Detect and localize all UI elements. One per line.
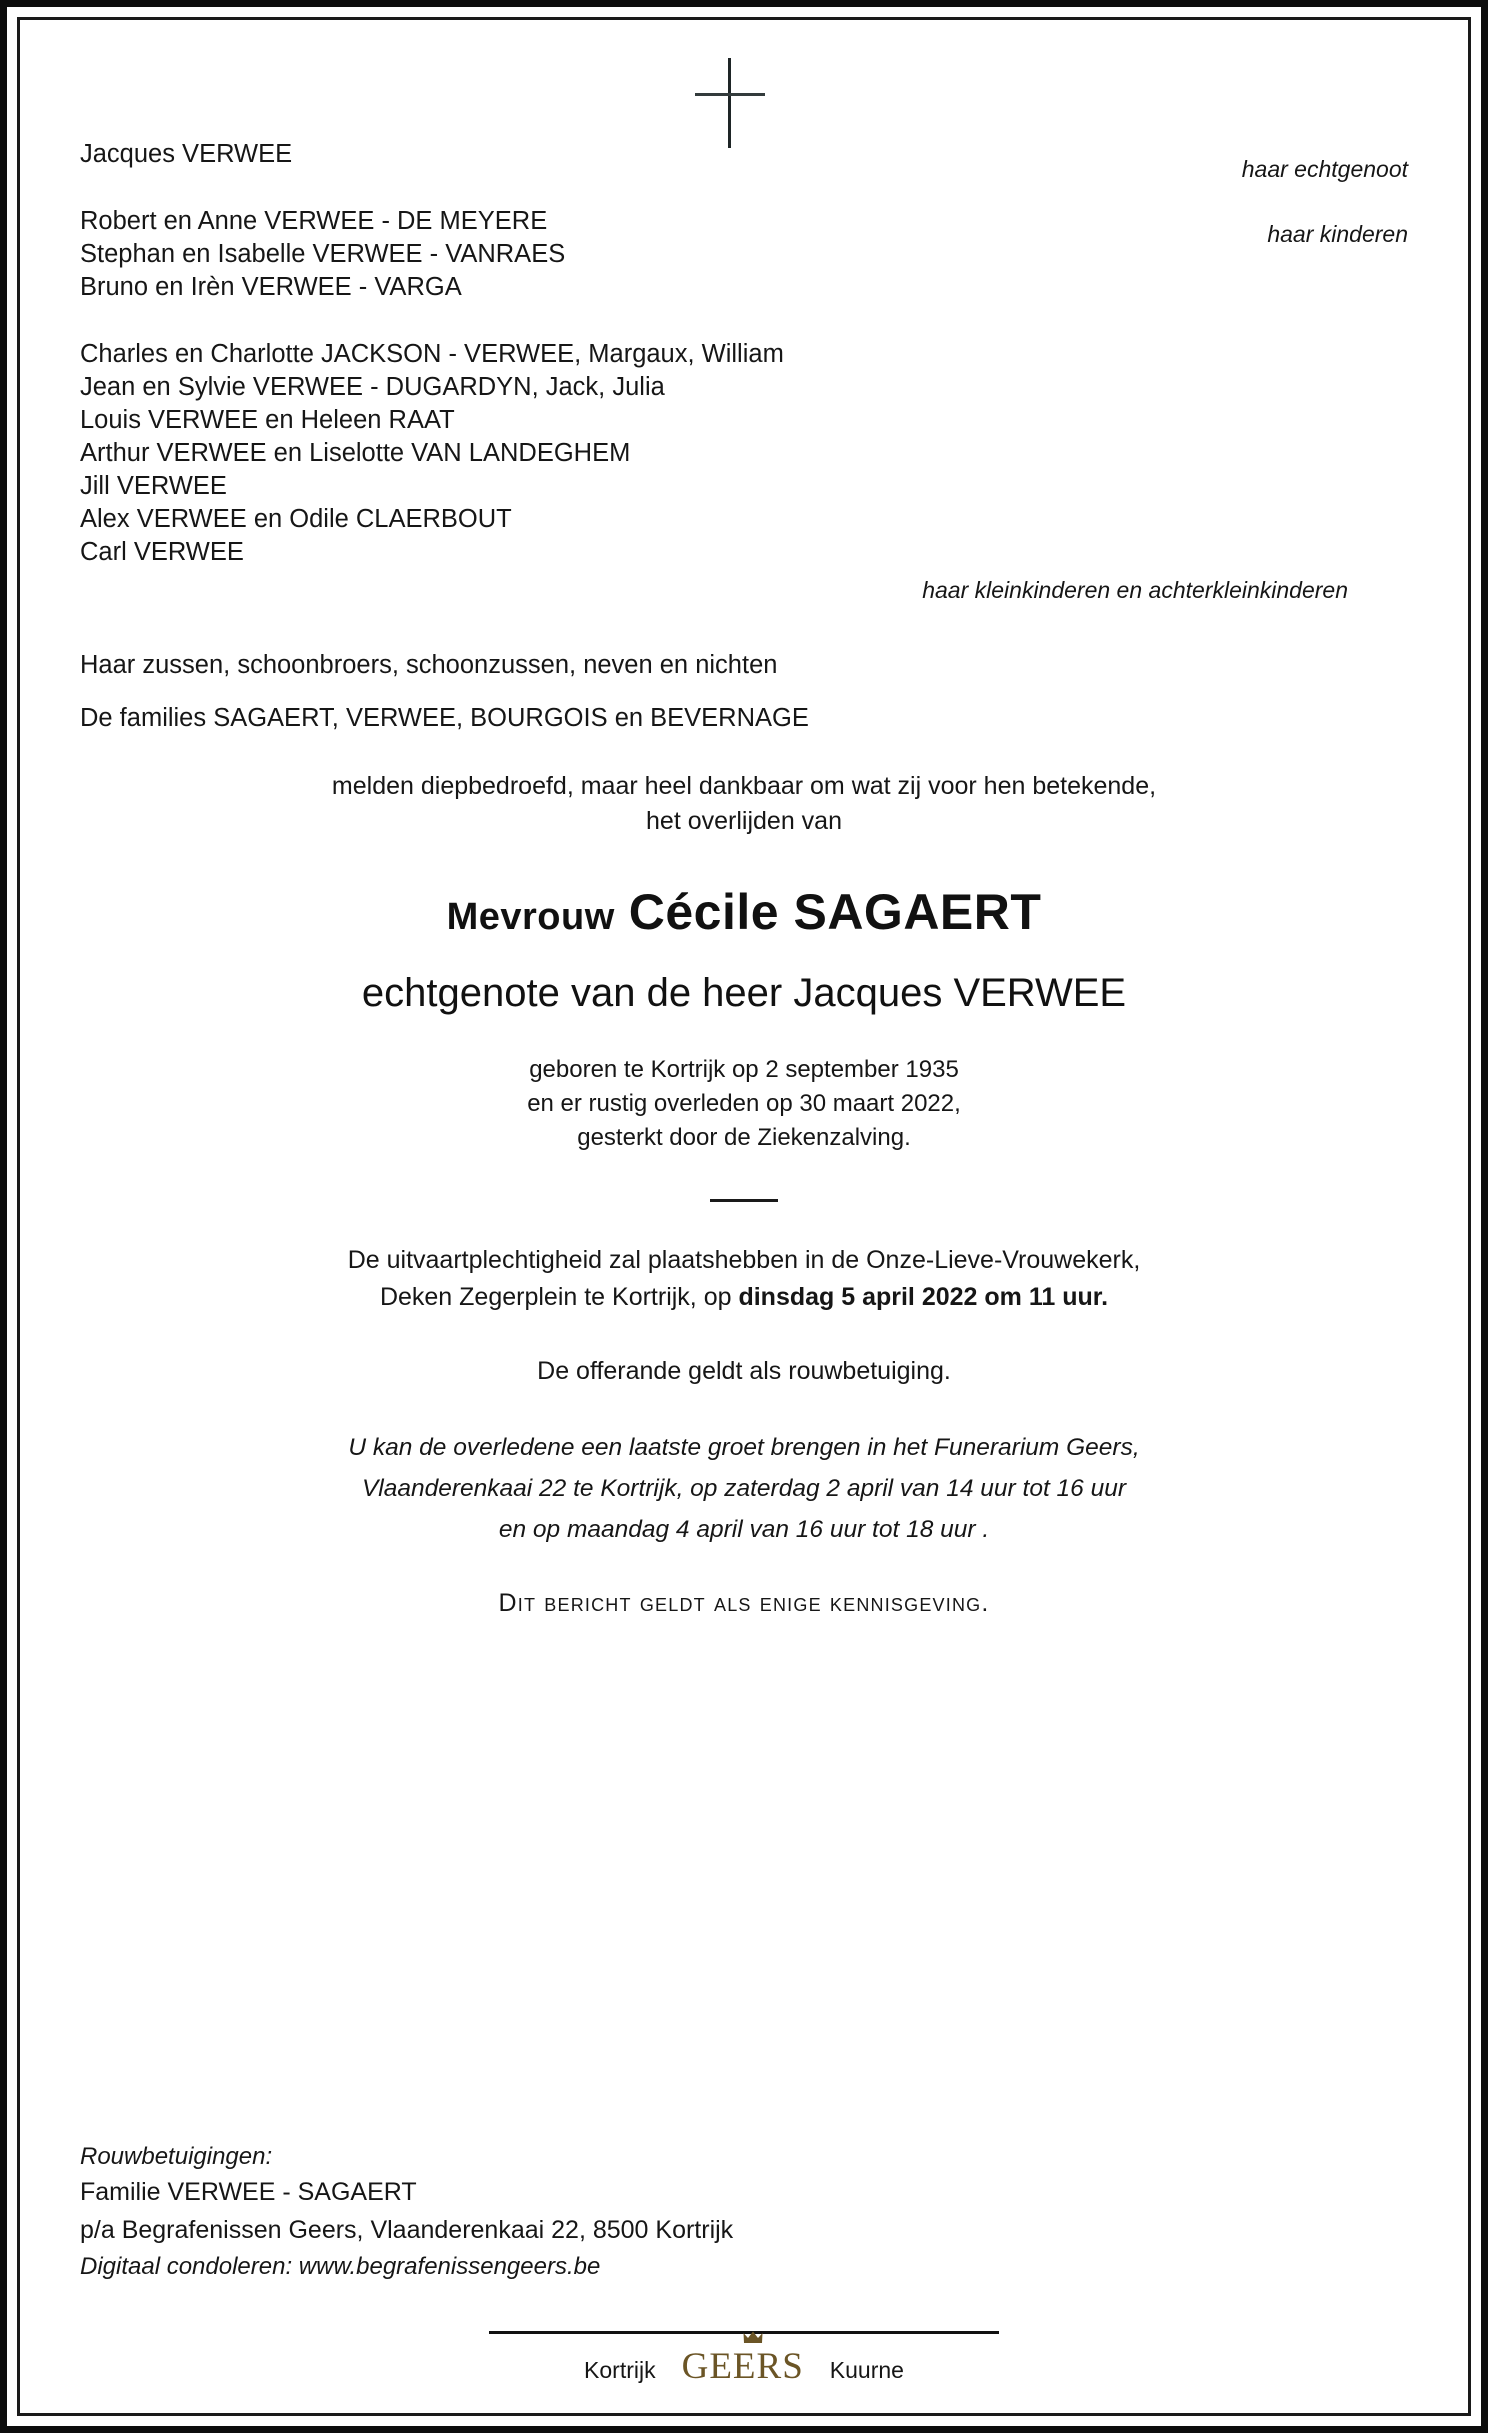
service-details [80, 1242, 1408, 1316]
single-notice-line: Dit bericht geldt als enige kennisgeving. [498, 1589, 990, 1617]
grandchild-line: Alex VERWEE en Odile CLAERBOUT [80, 505, 512, 533]
spacer [80, 171, 1408, 205]
geers-wordmark: GEERS [681, 2346, 804, 2387]
deceased-name-heading [80, 883, 1408, 941]
family-listing [80, 138, 1408, 1620]
footer-city-kortrijk: Kortrijk [584, 2357, 656, 2383]
grandchild-line: Jill VERWEE [80, 472, 227, 500]
footer [20, 2331, 1468, 2385]
life-details [80, 1053, 1408, 1155]
condolences-website: Digitaal condoleren: www.begrafenissengeers.be [80, 2253, 601, 2280]
grandchildren-row [80, 338, 1408, 569]
birth-line: geboren te Kortrijk op 2 september 1935 [529, 1056, 959, 1083]
service-datetime: dinsdag 5 april 2022 om 11 uur. [738, 1283, 1109, 1311]
grandchild-line: Carl VERWEE [80, 538, 244, 566]
grandchild-line: Charles en Charlotte JACKSON - VERWEE, Margaux, William [80, 340, 784, 368]
condolences-address: p/a Begrafenissen Geers, Vlaanderenkaai 22, 8500 Kortrijk [80, 2216, 734, 2244]
grandchild-line: Arthur VERWEE en Liselotte VAN LANDEGHEM [80, 439, 631, 467]
grandchild-line: Louis VERWEE en Heleen RAAT [80, 406, 455, 434]
child-line: Robert en Anne VERWEE - DE MEYERE [80, 207, 548, 235]
announcement-line-1: melden diepbedroefd, maar heel dankbaar om wat zij voor hen betekende, [331, 772, 1157, 800]
spouse-relation-label: haar echtgenoot [1241, 156, 1408, 182]
announcement-line-2: het overlijden van [646, 807, 842, 835]
spacer [80, 605, 1408, 649]
death-line: en er rustig overleden op 30 maart 2022, [527, 1090, 961, 1117]
offering-line: De offerande geldt als rouwbetuiging. [537, 1357, 951, 1385]
cross-vertical-bar [728, 58, 731, 148]
spacer [80, 304, 1408, 338]
service-line-2-prefix: Deken Zegerplein te Kortrijk, op [379, 1283, 739, 1311]
relatives-line: Haar zussen, schoonbroers, schoonzussen, neven en nichten [80, 651, 778, 679]
sacrament-line: gesterkt door de Ziekenzalving. [577, 1124, 911, 1151]
memorial-card-inner-border [17, 17, 1471, 2416]
footer-city-kuurne: Kuurne [829, 2357, 904, 2383]
service-line-2 [80, 1279, 1408, 1316]
grandchild-line: Jean en Sylvie VERWEE - DUGARDYN, Jack, Julia [80, 373, 665, 401]
announcement-text [80, 769, 1408, 839]
visiting-line-2: Vlaanderenkaai 22 te Kortrijk, op zaterdag 2 april van 14 uur tot 16 uur [361, 1475, 1127, 1502]
deceased-full-name: Cécile SAGAERT [628, 884, 1042, 940]
condolences-block [80, 2140, 1408, 2285]
condolences-title: Rouwbetuigingen: [80, 2143, 273, 2170]
spouse-name: Jacques VERWEE [80, 140, 293, 168]
footer-brand-row [584, 2348, 904, 2385]
memorial-content [20, 20, 1468, 2413]
geers-logo [682, 2348, 804, 2385]
spacer [80, 682, 1408, 702]
crown-icon [743, 2331, 763, 2344]
child-line: Stephan en Isabelle VERWEE - VANRAES [80, 240, 566, 268]
deceased-spouse-line: echtgenote van de heer Jacques VERWEE [361, 971, 1127, 1015]
families-line: De families SAGAERT, VERWEE, BOURGOIS en BEVERNAGE [80, 704, 809, 732]
visiting-hours [80, 1427, 1408, 1550]
children-row [80, 205, 1408, 304]
child-line: Bruno en Irèn VERWEE - VARGA [80, 273, 462, 301]
grandchildren-relation-row [80, 575, 1408, 605]
service-line-1: De uitvaartplechtigheid zal plaatshebben in de Onze-Lieve-Vrouwekerk, [347, 1246, 1141, 1274]
section-divider [710, 1199, 778, 1202]
children-relation-label: haar kinderen [1267, 221, 1408, 247]
condolences-family: Familie VERWEE - SAGAERT [80, 2178, 417, 2206]
deceased-title: Mevrouw [446, 896, 615, 938]
visiting-line-1: U kan de overledene een laatste groet brengen in het Funerarium Geers, [348, 1434, 1140, 1461]
spouse-row [80, 138, 1408, 182]
visiting-line-3: en op maandag 4 april van 16 uur tot 18 uur . [498, 1516, 990, 1543]
spacer [80, 735, 1408, 769]
cross-horizontal-bar [695, 93, 765, 96]
grandchildren-relation-label: haar kleinkinderen en achterkleinkinderen [922, 577, 1348, 603]
